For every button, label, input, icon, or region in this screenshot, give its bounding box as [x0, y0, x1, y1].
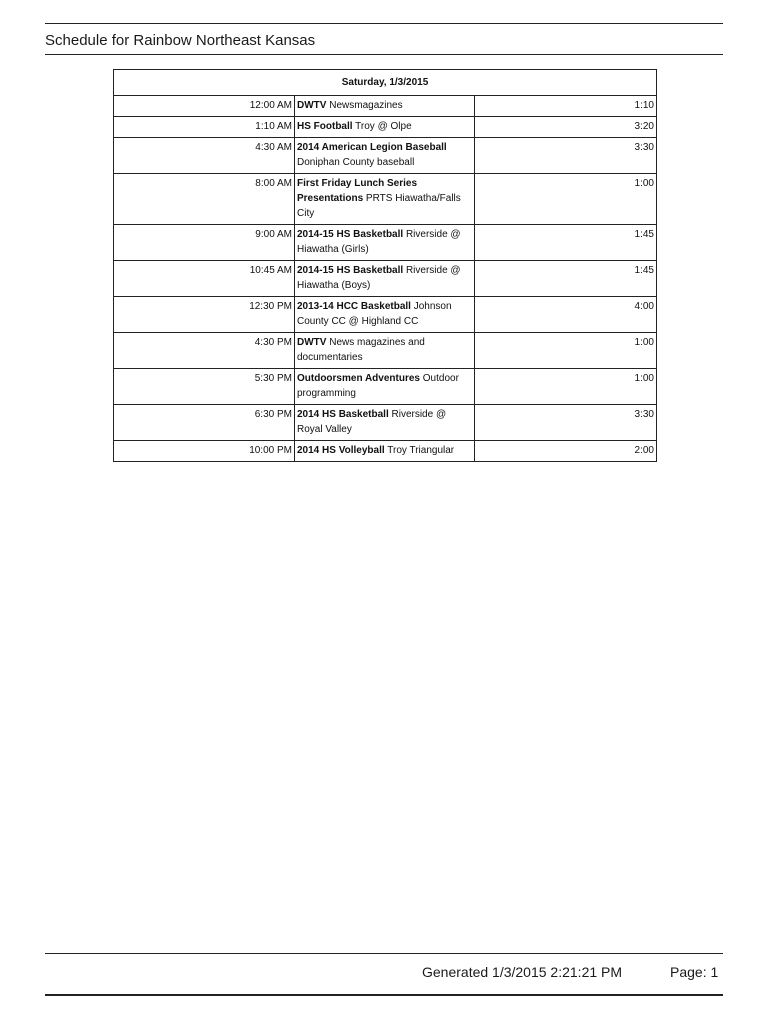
page-number: Page: 1	[670, 964, 719, 980]
program-name: 2014-15 HS Basketball	[297, 265, 404, 276]
footer-top-rule	[45, 953, 723, 954]
time-cell: 9:00 AM	[114, 225, 295, 261]
program-description: Newsmagazines	[329, 100, 403, 111]
program-description: News magazines and documentaries	[297, 337, 425, 363]
schedule-table	[113, 69, 657, 462]
table-row	[114, 174, 657, 225]
program-name: 2013-14 HCC Basketball	[297, 301, 411, 312]
footer-bottom-rule	[45, 994, 723, 996]
program-name: DWTV	[297, 100, 327, 111]
time-cell: 6:30 PM	[114, 405, 295, 441]
program-name: First Friday Lunch Series Presentations	[297, 178, 418, 204]
table-row	[114, 117, 657, 138]
program-name: Outdoorsmen Adventures	[297, 373, 420, 384]
duration-cell: 3:30	[475, 405, 657, 441]
program-description: Riverside @ Hiawatha (Girls)	[297, 229, 461, 255]
program-description: Doniphan County baseball	[297, 157, 415, 168]
program-name: 2014 HS Basketball	[297, 409, 389, 420]
program-cell	[295, 333, 475, 369]
header-top-rule	[45, 23, 723, 24]
program-name: DWTV	[297, 337, 327, 348]
program-description: Troy @ Olpe	[355, 121, 412, 132]
program-cell	[295, 261, 475, 297]
time-cell: 5:30 PM	[114, 369, 295, 405]
date-heading: Saturday, 1/3/2015	[114, 70, 657, 96]
program-description: Riverside @ Hiawatha (Boys)	[297, 265, 461, 291]
time-cell: 12:00 AM	[114, 96, 295, 117]
table-row	[114, 261, 657, 297]
program-cell	[295, 441, 475, 462]
duration-cell: 4:00	[475, 297, 657, 333]
program-description: Troy Triangular	[387, 445, 455, 456]
program-cell	[295, 297, 475, 333]
time-cell: 4:30 AM	[114, 138, 295, 174]
table-row	[114, 369, 657, 405]
program-description: Outdoor programming	[297, 373, 459, 399]
duration-cell: 1:00	[475, 174, 657, 225]
time-cell: 10:00 PM	[114, 441, 295, 462]
program-name: 2014 American Legion Baseball	[297, 142, 447, 153]
program-description: PRTS Hiawatha/Falls City	[297, 193, 461, 219]
duration-cell: 1:10	[475, 96, 657, 117]
program-cell	[295, 405, 475, 441]
duration-cell: 1:00	[475, 333, 657, 369]
program-name: 2014 HS Volleyball	[297, 445, 385, 456]
date-heading-row	[114, 70, 657, 96]
table-row	[114, 96, 657, 117]
program-description: Riverside @ Royal Valley	[297, 409, 447, 435]
program-name: 2014-15 HS Basketball	[297, 229, 404, 240]
duration-cell: 1:45	[475, 225, 657, 261]
program-cell	[295, 369, 475, 405]
table-row	[114, 225, 657, 261]
duration-cell: 1:45	[475, 261, 657, 297]
generated-timestamp: Generated 1/3/2015 2:21:21 PM	[422, 964, 623, 980]
program-cell	[295, 96, 475, 117]
page-title: Schedule for Rainbow Northeast Kansas	[45, 32, 316, 49]
table-row	[114, 138, 657, 174]
duration-cell: 2:00	[475, 441, 657, 462]
program-cell	[295, 138, 475, 174]
table-row	[114, 333, 657, 369]
duration-cell: 3:20	[475, 117, 657, 138]
table-row	[114, 405, 657, 441]
table-row	[114, 441, 657, 462]
time-cell: 4:30 PM	[114, 333, 295, 369]
program-description: Johnson County CC @ Highland CC	[297, 301, 452, 327]
header-bottom-rule	[45, 54, 723, 55]
duration-cell: 1:00	[475, 369, 657, 405]
time-cell: 10:45 AM	[114, 261, 295, 297]
time-cell: 1:10 AM	[114, 117, 295, 138]
duration-cell: 3:30	[475, 138, 657, 174]
program-name: HS Football	[297, 121, 353, 132]
time-cell: 8:00 AM	[114, 174, 295, 225]
program-cell	[295, 174, 475, 225]
program-cell	[295, 117, 475, 138]
time-cell: 12:30 PM	[114, 297, 295, 333]
program-cell	[295, 225, 475, 261]
table-row	[114, 297, 657, 333]
